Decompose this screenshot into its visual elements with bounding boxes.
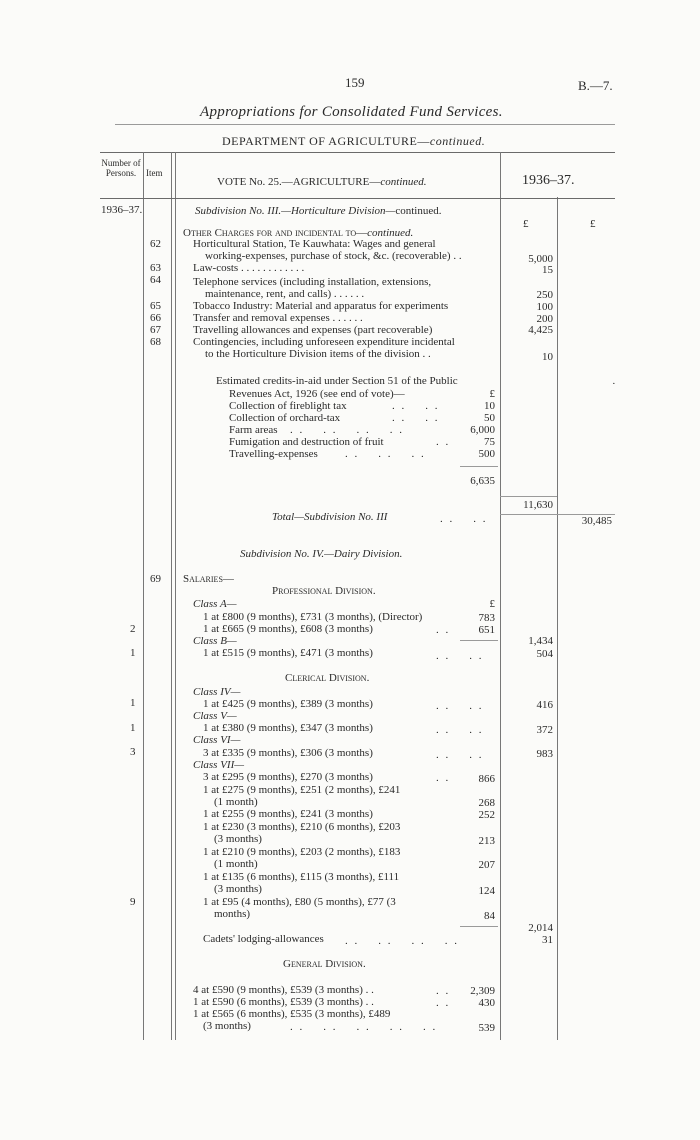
subdivision-3-grand-total: 30,485 — [581, 515, 612, 527]
clerical-division-heading: Clerical Division. — [285, 672, 370, 684]
item-amount: 15 — [542, 264, 553, 276]
salary-amount: 268 — [478, 797, 495, 809]
item-text: Travelling allowances and expenses (part recoverable) — [193, 324, 433, 336]
class-iv-label: Class IV— — [193, 686, 241, 698]
salary-line: 1 at £425 (9 months), £389 (3 months) — [203, 698, 373, 710]
col-divider-persons — [143, 152, 144, 1040]
salary-line: 1 at £255 (9 months), £241 (3 months) — [203, 808, 373, 820]
leader-dots: . . — [436, 985, 451, 997]
class-total: 416 — [536, 699, 553, 711]
class-vii-label: Class VII— — [193, 759, 245, 771]
salary-line: 1 at £380 (9 months), £347 (3 months) — [203, 722, 373, 734]
col-divider-subtotal — [500, 152, 501, 1040]
other-charges-label: Other Charges for and incidental to— — [183, 227, 368, 239]
salary-amount: 651 — [478, 624, 495, 636]
credits-pound: £ — [489, 388, 495, 400]
salary-line: 3 at £295 (9 months), £270 (3 months) — [203, 771, 373, 783]
item-number: 67 — [150, 324, 161, 336]
salary-amount: 783 — [478, 612, 495, 624]
sum-rule — [460, 926, 498, 927]
title-rule — [115, 124, 615, 125]
credit-amount: 500 — [478, 448, 495, 460]
sub-total-rule-top — [500, 496, 557, 497]
persons-count: 1 — [130, 697, 136, 709]
salary-amount: 124 — [478, 885, 495, 897]
salary-line: 1 at £275 (9 months), £251 (2 months), £241 — [203, 784, 401, 796]
credit-label: Fumigation and destruction of fruit — [229, 436, 384, 448]
salary-line: (1 month) — [214, 796, 258, 808]
leader-dots: . . . . . . . . — [345, 935, 459, 947]
item-amount: 4,425 — [528, 324, 553, 336]
salary-line: 1 at £210 (9 months), £203 (2 months), £183 — [203, 846, 401, 858]
subdivision-3-total-label: Total—Subdivision No. III — [272, 511, 388, 523]
credit-amount: 75 — [484, 436, 495, 448]
leader-dots: . . . . — [436, 700, 484, 712]
item-text: maintenance, rent, and calls) . . . . . . — [205, 288, 365, 300]
professional-division-heading: Professional Division. — [272, 585, 376, 597]
item-number: 66 — [150, 312, 161, 324]
document-ref: B.—7. — [578, 78, 613, 93]
item-number: 68 — [150, 336, 161, 348]
class-a-label: Class A— — [193, 598, 237, 610]
sum-rule — [460, 640, 498, 641]
item-amount: 250 — [536, 289, 553, 301]
class-total: 983 — [536, 748, 553, 760]
credits-sum-rule — [460, 466, 498, 467]
class-total: 504 — [536, 648, 553, 660]
department-continued: continued. — [429, 134, 486, 148]
col-head-year: 1936–37. — [522, 173, 575, 188]
leader-dots: . . . . — [436, 749, 484, 761]
item-number: 64 — [150, 274, 161, 286]
item-text: Transfer and removal expenses . . . . . . — [193, 312, 363, 324]
persons-count: 9 — [130, 896, 136, 908]
table-top-rule — [100, 152, 615, 153]
leader-dots: . . . . . . . . . . — [290, 1021, 438, 1033]
salary-line: 1 at £665 (9 months), £608 (3 months) — [203, 623, 373, 635]
persons-count: 1 — [130, 722, 136, 734]
salary-line: 1 at £135 (6 months), £115 (3 months), £111 — [203, 871, 400, 883]
persons-count: 2 — [130, 623, 136, 635]
leader-dots: . . . . — [440, 513, 488, 525]
salary-amount: 252 — [478, 809, 495, 821]
credits-title: Estimated credits-in-aid under Section 51 of the Public — [216, 375, 458, 387]
credit-label: Farm areas — [229, 424, 278, 436]
cadets-label: Cadets' lodging-allowances — [203, 933, 324, 945]
subdivision-3-name: Subdivision No. III.—Horticulture Division— — [195, 205, 396, 217]
pound-head-total: £ — [590, 218, 596, 230]
salary-line: (3 months) — [214, 883, 262, 895]
leader-dots: . . . . — [392, 400, 440, 412]
salary-line: 1 at £230 (3 months), £210 (6 months), £203 — [203, 821, 401, 833]
salary-amount: 430 — [478, 997, 495, 1009]
item-text: to the Horticulture Division items of the division . . — [205, 348, 431, 360]
col-divider-total — [557, 197, 558, 1040]
leader-dots: . . . . . . — [345, 448, 426, 460]
subdivision-3-continued: continued. — [395, 205, 442, 217]
salaries-heading: Salaries— — [183, 573, 234, 585]
salary-line: (3 months) — [214, 833, 262, 845]
salary-line: 3 at £335 (9 months), £306 (3 months) — [203, 747, 373, 759]
salary-line: (3 months) — [203, 1020, 251, 1032]
class-vi-label: Class VI— — [193, 734, 241, 746]
credit-amount: 50 — [484, 412, 495, 424]
other-charges-continued: continued. — [367, 227, 414, 239]
class-b-label: Class B— — [193, 635, 237, 647]
credit-label: Collection of fireblight tax — [229, 400, 347, 412]
page-title: Appropriations for Consolidated Fund Services. — [200, 104, 503, 120]
col-head-persons: Number of Persons. — [101, 158, 141, 178]
item-text: Telephone services (including installation, extensions, — [193, 276, 432, 288]
salary-line: 1 at £800 (9 months), £731 (3 months), (Director) — [203, 611, 423, 623]
item-number: 62 — [150, 238, 161, 250]
item-amount: 5,000 — [528, 253, 553, 265]
year-label: 1936–37. — [101, 204, 143, 216]
item-text: Law-costs . . . . . . . . . . . . — [193, 262, 305, 274]
persons-count: 3 — [130, 746, 136, 758]
page-number: 159 — [345, 75, 365, 90]
subdivision-4-title: Subdivision No. IV.—Dairy Division. — [240, 548, 403, 560]
leader-dots: . . . . — [392, 412, 440, 424]
salary-line: (1 month) — [214, 858, 258, 870]
col-divider-item-2 — [175, 152, 176, 1040]
leader-dots: . . . . . . . . — [290, 424, 404, 436]
credit-label: Travelling-expenses — [229, 448, 318, 460]
salary-amount: 539 — [478, 1022, 495, 1034]
item-text: Contingencies, including unforeseen expenditure incidental — [193, 336, 455, 348]
vote-title: VOTE No. 25.—AGRICULTURE— — [217, 176, 381, 188]
subdivision-3-title — [195, 205, 441, 217]
subdivision-3-subtotal: 11,630 — [523, 499, 553, 511]
credit-label: Collection of orchard-tax — [229, 412, 341, 424]
item-number: 69 — [150, 573, 161, 585]
vote-continued: continued. — [380, 176, 427, 188]
department-name: DEPARTMENT OF AGRICULTURE— — [222, 134, 430, 148]
stray-dot: · — [612, 378, 616, 390]
item-number: 65 — [150, 300, 161, 312]
salary-line: 1 at £95 (4 months), £80 (5 months), £77 (3 — [203, 896, 396, 908]
leader-dots: . . . . — [436, 724, 484, 736]
leader-dots: . . — [436, 436, 451, 448]
salary-amount: 207 — [478, 859, 495, 871]
class-total: 2,014 — [528, 922, 553, 934]
persons-count: 1 — [130, 647, 136, 659]
class-total: 372 — [536, 724, 553, 736]
leader-dots: . . — [436, 624, 451, 636]
department-heading — [222, 134, 485, 149]
item-amount: 10 — [542, 351, 553, 363]
salary-line: 1 at £515 (9 months), £471 (3 months) — [203, 647, 373, 659]
cadets-amount: 31 — [542, 934, 553, 946]
leader-dots: . . . . — [436, 650, 484, 662]
salary-amount: 866 — [478, 773, 495, 785]
salary-line: 1 at £590 (6 months), £539 (3 months) . . — [193, 996, 374, 1008]
salary-line: months) — [214, 908, 251, 920]
column-head-rule — [100, 198, 615, 199]
pound-head-sub: £ — [523, 218, 529, 230]
item-text: working-expenses, purchase of stock, &c. (recoverable) . . — [205, 250, 462, 262]
col-divider-item — [171, 152, 172, 1040]
salary-amount: 84 — [484, 910, 495, 922]
class-v-label: Class V— — [193, 710, 237, 722]
item-text: Horticultural Station, Te Kauwhata: Wages and general — [193, 238, 436, 250]
leader-dots: . . — [436, 997, 451, 1009]
credits-total: 6,635 — [470, 475, 495, 487]
item-number: 63 — [150, 262, 161, 274]
pound-sign: £ — [489, 598, 495, 610]
salary-amount: 2,309 — [470, 985, 495, 997]
col-head-item: Item — [146, 168, 163, 178]
general-division-heading: General Division. — [283, 958, 366, 970]
item-amount: 200 — [536, 313, 553, 325]
salary-amount: 213 — [478, 835, 495, 847]
leader-dots: . . — [436, 772, 451, 784]
salary-line: 1 at £565 (6 months), £535 (3 months), £489 — [193, 1008, 391, 1020]
class-total: 1,434 — [528, 635, 553, 647]
item-amount: 100 — [536, 301, 553, 313]
credit-amount: 6,000 — [470, 424, 495, 436]
vote-heading — [217, 176, 427, 188]
salary-line: 4 at £590 (9 months), £539 (3 months) . . — [193, 984, 374, 996]
credits-title: Revenues Act, 1926 (see end of vote)— — [229, 388, 405, 400]
credit-amount: 10 — [484, 400, 495, 412]
item-text: Tobacco Industry: Material and apparatus for experiments — [193, 300, 449, 312]
